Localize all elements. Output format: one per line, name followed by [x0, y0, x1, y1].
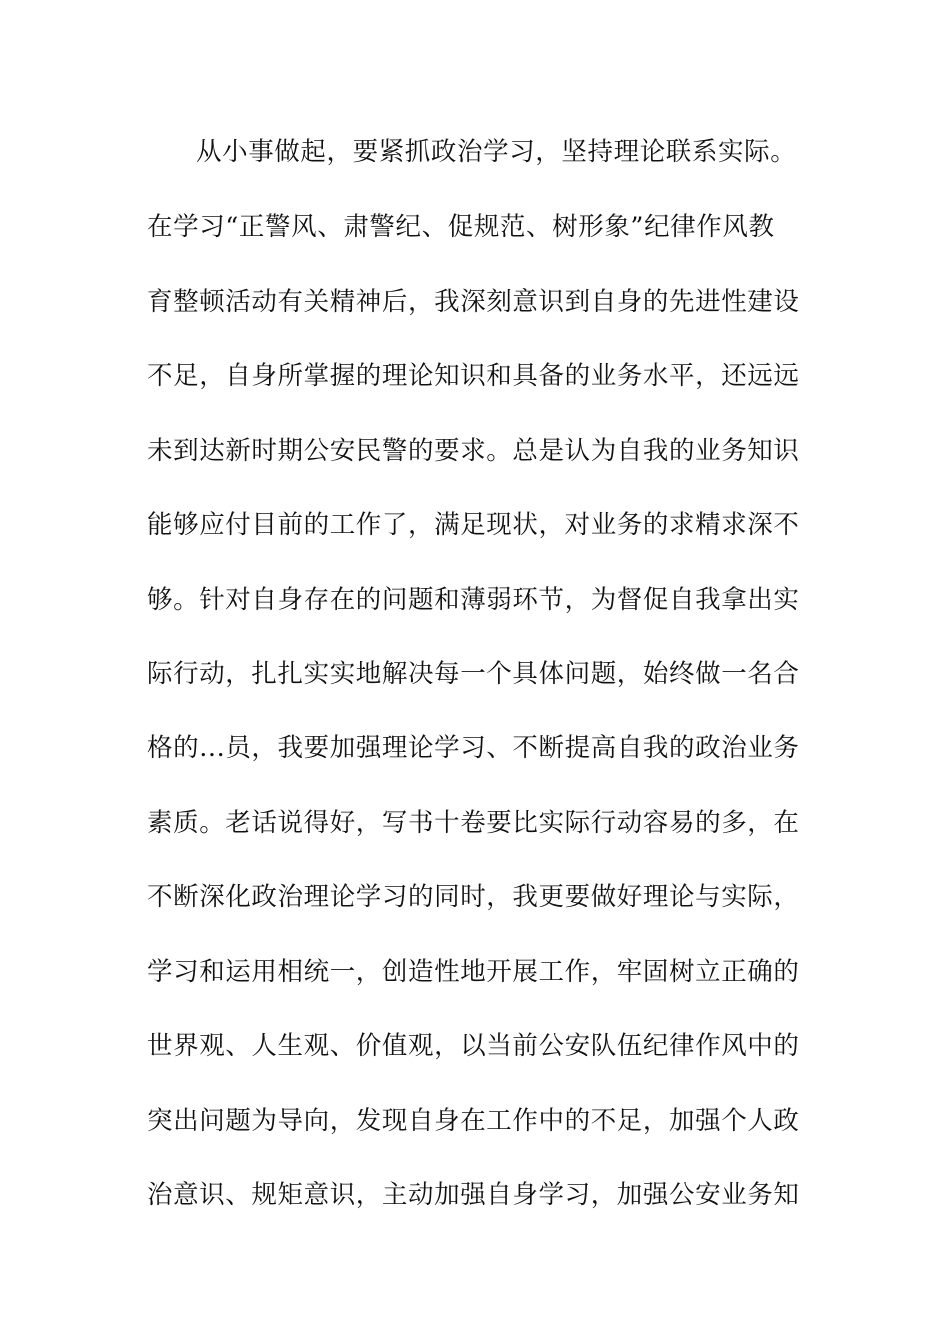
paragraph-line-5: 未到达新时期公安民警的要求。总是认为自我的业务知识	[147, 436, 800, 466]
paragraph-line-6: 能够应付目前的工作了，满足现状，对业务的求精求深不	[147, 510, 800, 540]
paragraph-line-11: 不断深化政治理论学习的同时，我更要做好理论与实际，	[147, 882, 800, 912]
paragraph-line-4: 不足，自身所掌握的理论知识和具备的业务水平，还远远	[147, 361, 800, 391]
paragraph-line-3: 育整顿活动有关精神后，我深刻意识到自身的先进性建设	[147, 287, 800, 317]
paragraph-line-1: 从小事做起，要紧抓政治学习，坚持理论联系实际。	[196, 137, 797, 167]
paragraph-line-9: 格的...员，我要加强理论学习、不断提高自我的政治业务	[147, 733, 800, 763]
paragraph-line-10: 素质。老话说得好，写书十卷要比实际行动容易的多，在	[147, 808, 800, 838]
paragraph-line-2: 在学习“正警风、肃警纪、促规范、树形象”纪律作风教	[147, 212, 775, 242]
paragraph-line-8: 际行动，扎扎实实地解决每一个具体问题，始终做一名合	[147, 659, 800, 689]
paragraph-line-12: 学习和运用相统一，创造性地开展工作，牢固树立正确的	[147, 957, 800, 987]
paragraph-line-15: 治意识、规矩意识，主动加强自身学习，加强公安业务知	[147, 1180, 800, 1210]
paragraph-line-13: 世界观、人生观、价值观，以当前公安队伍纪律作风中的	[147, 1031, 800, 1061]
paragraph-line-14: 突出问题为导向，发现自身在工作中的不足，加强个人政	[147, 1106, 800, 1136]
paragraph-line-7: 够。针对自身存在的问题和薄弱环节，为督促自我拿出实	[147, 585, 800, 615]
